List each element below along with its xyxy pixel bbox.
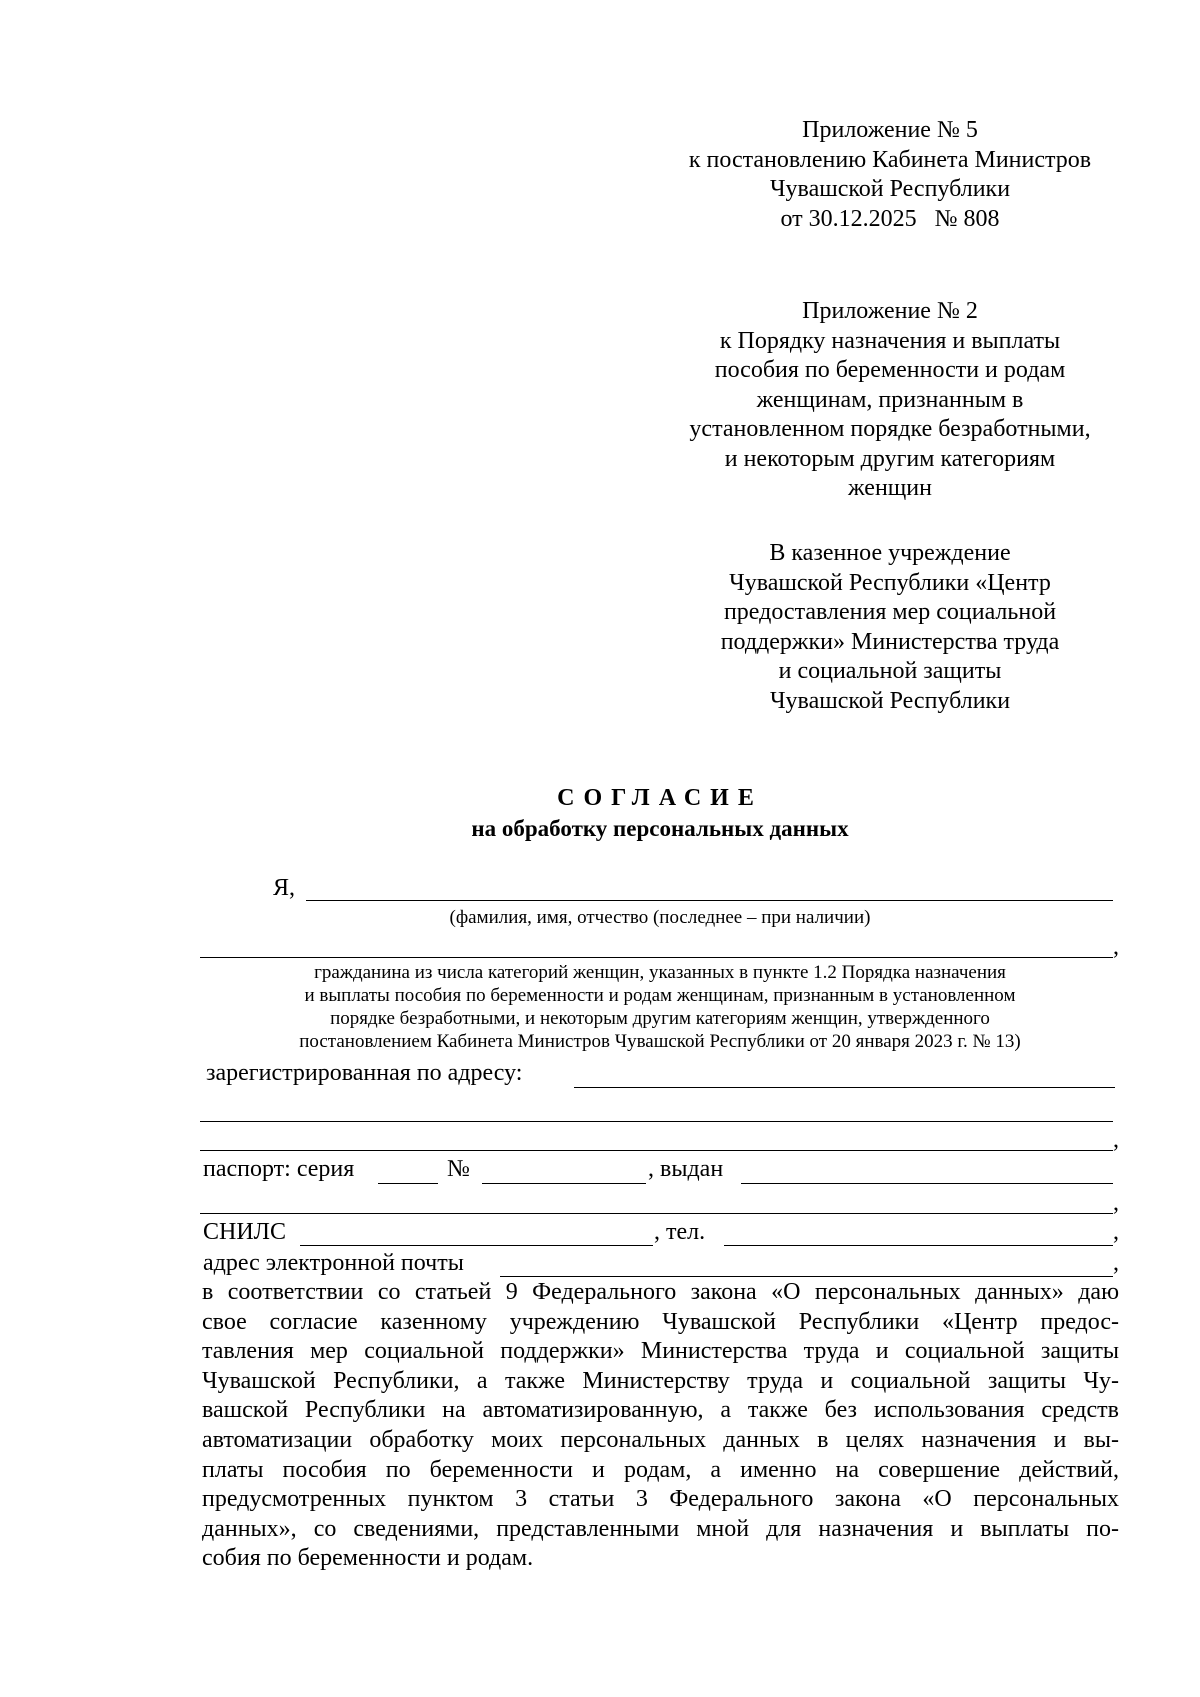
addressee-line: В казенное учреждение xyxy=(769,540,1011,566)
address-label: зарегистрированная по адресу: xyxy=(206,1060,523,1086)
appendix-2-line: пособия по беременности и родам xyxy=(714,357,1066,383)
passport-issued-label: , выдан xyxy=(648,1156,724,1182)
appendix-5-line-2: к постановлению Кабинета Министров xyxy=(688,146,1092,173)
document-title: СОГЛАСИЕ xyxy=(557,785,763,811)
phone-input-line[interactable] xyxy=(724,1245,1113,1246)
passport-number-input-line[interactable] xyxy=(482,1183,646,1184)
appendix-5-line-1: Приложение № 5 xyxy=(802,117,978,143)
appendix-2-line: женщин xyxy=(848,475,932,501)
passport-number-label: № xyxy=(447,1156,470,1182)
fio-continuation-line[interactable] xyxy=(200,957,1113,958)
body-line: собия по беременности и родам. xyxy=(202,1545,534,1572)
addressee-line: поддержки» Министерства труда xyxy=(720,628,1060,655)
body-line: автоматизации обработку моих персональных данных в целях назначения и вы- xyxy=(202,1426,1119,1453)
address-input-line-2[interactable] xyxy=(200,1121,1113,1122)
appendix-5-line-3: Чувашской Республики xyxy=(769,176,1011,202)
passport-issued-input-line[interactable] xyxy=(741,1183,1113,1184)
appendix-2-line: и некоторым другим категориям xyxy=(724,445,1056,472)
email-input-line[interactable] xyxy=(500,1276,1113,1277)
appendix-2-line: установленном порядке безработными, xyxy=(689,416,1091,442)
passport-series-label: паспорт: серия xyxy=(203,1156,355,1182)
snils-input-line[interactable] xyxy=(300,1245,653,1246)
comma: , xyxy=(1113,1190,1119,1216)
appendix-5-header xyxy=(660,116,1120,234)
category-hint-line: гражданина из числа категорий женщин, указанных в пункте 1.2 Порядка назначения xyxy=(314,962,1006,983)
comma: , xyxy=(1113,1219,1119,1245)
appendix-2-line: женщинам, признанным в xyxy=(756,386,1024,413)
fio-hint: (фамилия, имя, отчество (последнее – при наличии) xyxy=(449,907,871,928)
body-line: платы пособия по беременности и родам, а именно на совершение действий, xyxy=(202,1456,1119,1483)
body-line: тавления мер социальной поддержки» Министерства труда и социальной защиты xyxy=(202,1338,1119,1365)
address-input-line-3[interactable] xyxy=(200,1150,1113,1151)
body-line: данных», со сведениями, представленными мной для назначения и выплаты по- xyxy=(202,1515,1119,1542)
addressee-line: Чувашской Республики «Центр xyxy=(729,569,1051,596)
email-label: адрес электронной почты xyxy=(203,1250,464,1276)
category-hint-line: порядке безработными, и некоторым другим категориям женщин, утвержденного xyxy=(330,1008,990,1029)
appendix-2-line: Приложение № 2 xyxy=(802,298,978,324)
consent-body xyxy=(202,1278,1119,1574)
body-line: в соответствии со статьей 9 Федерального закона «О персональных данных» даю xyxy=(202,1279,1119,1305)
addressee-line: Чувашской Республики xyxy=(769,687,1011,714)
addressee-block xyxy=(660,539,1120,716)
comma: , xyxy=(1113,1250,1119,1276)
addressee-line: предоставления мер социальной xyxy=(723,599,1057,625)
address-input-line[interactable] xyxy=(574,1087,1115,1088)
comma: , xyxy=(1113,1127,1119,1153)
category-hint xyxy=(200,961,1120,1053)
appendix-2-line: к Порядку назначения и выплаты xyxy=(719,327,1061,354)
category-hint-line: и выплаты пособия по беременности и родам женщинам, признанным в установленном xyxy=(304,985,1016,1006)
appendix-5-line-4: от 30.12.2025 № 808 xyxy=(780,205,1000,232)
snils-label: СНИЛС xyxy=(203,1219,286,1245)
addressee-line: и социальной защиты xyxy=(778,658,1002,684)
body-line: вашской Республики на автоматизированную, а также без использования средств xyxy=(202,1397,1119,1424)
body-line: Чувашской Республики, а также Министерству труда и социальной защиты Чу- xyxy=(202,1367,1119,1394)
comma: , xyxy=(1113,934,1119,960)
phone-label: , тел. xyxy=(654,1219,706,1245)
category-hint-line: постановлением Кабинета Министров Чувашской Республики от 20 января 2023 г. № 13) xyxy=(299,1031,1021,1052)
body-line: предусмотренных пунктом 3 статьи 3 Федерального закона «О персональных xyxy=(202,1486,1119,1513)
document-subtitle: на обработку персональных данных xyxy=(471,816,849,841)
passport-series-input-line[interactable] xyxy=(378,1183,438,1184)
appendix-2-header xyxy=(660,297,1120,504)
fio-input-line[interactable] xyxy=(306,900,1113,901)
i-label: Я, xyxy=(273,875,296,901)
passport-issued-input-line-2[interactable] xyxy=(200,1213,1113,1214)
body-line: свое согласие казенному учреждению Чувашской Республики «Центр предос- xyxy=(202,1308,1119,1335)
